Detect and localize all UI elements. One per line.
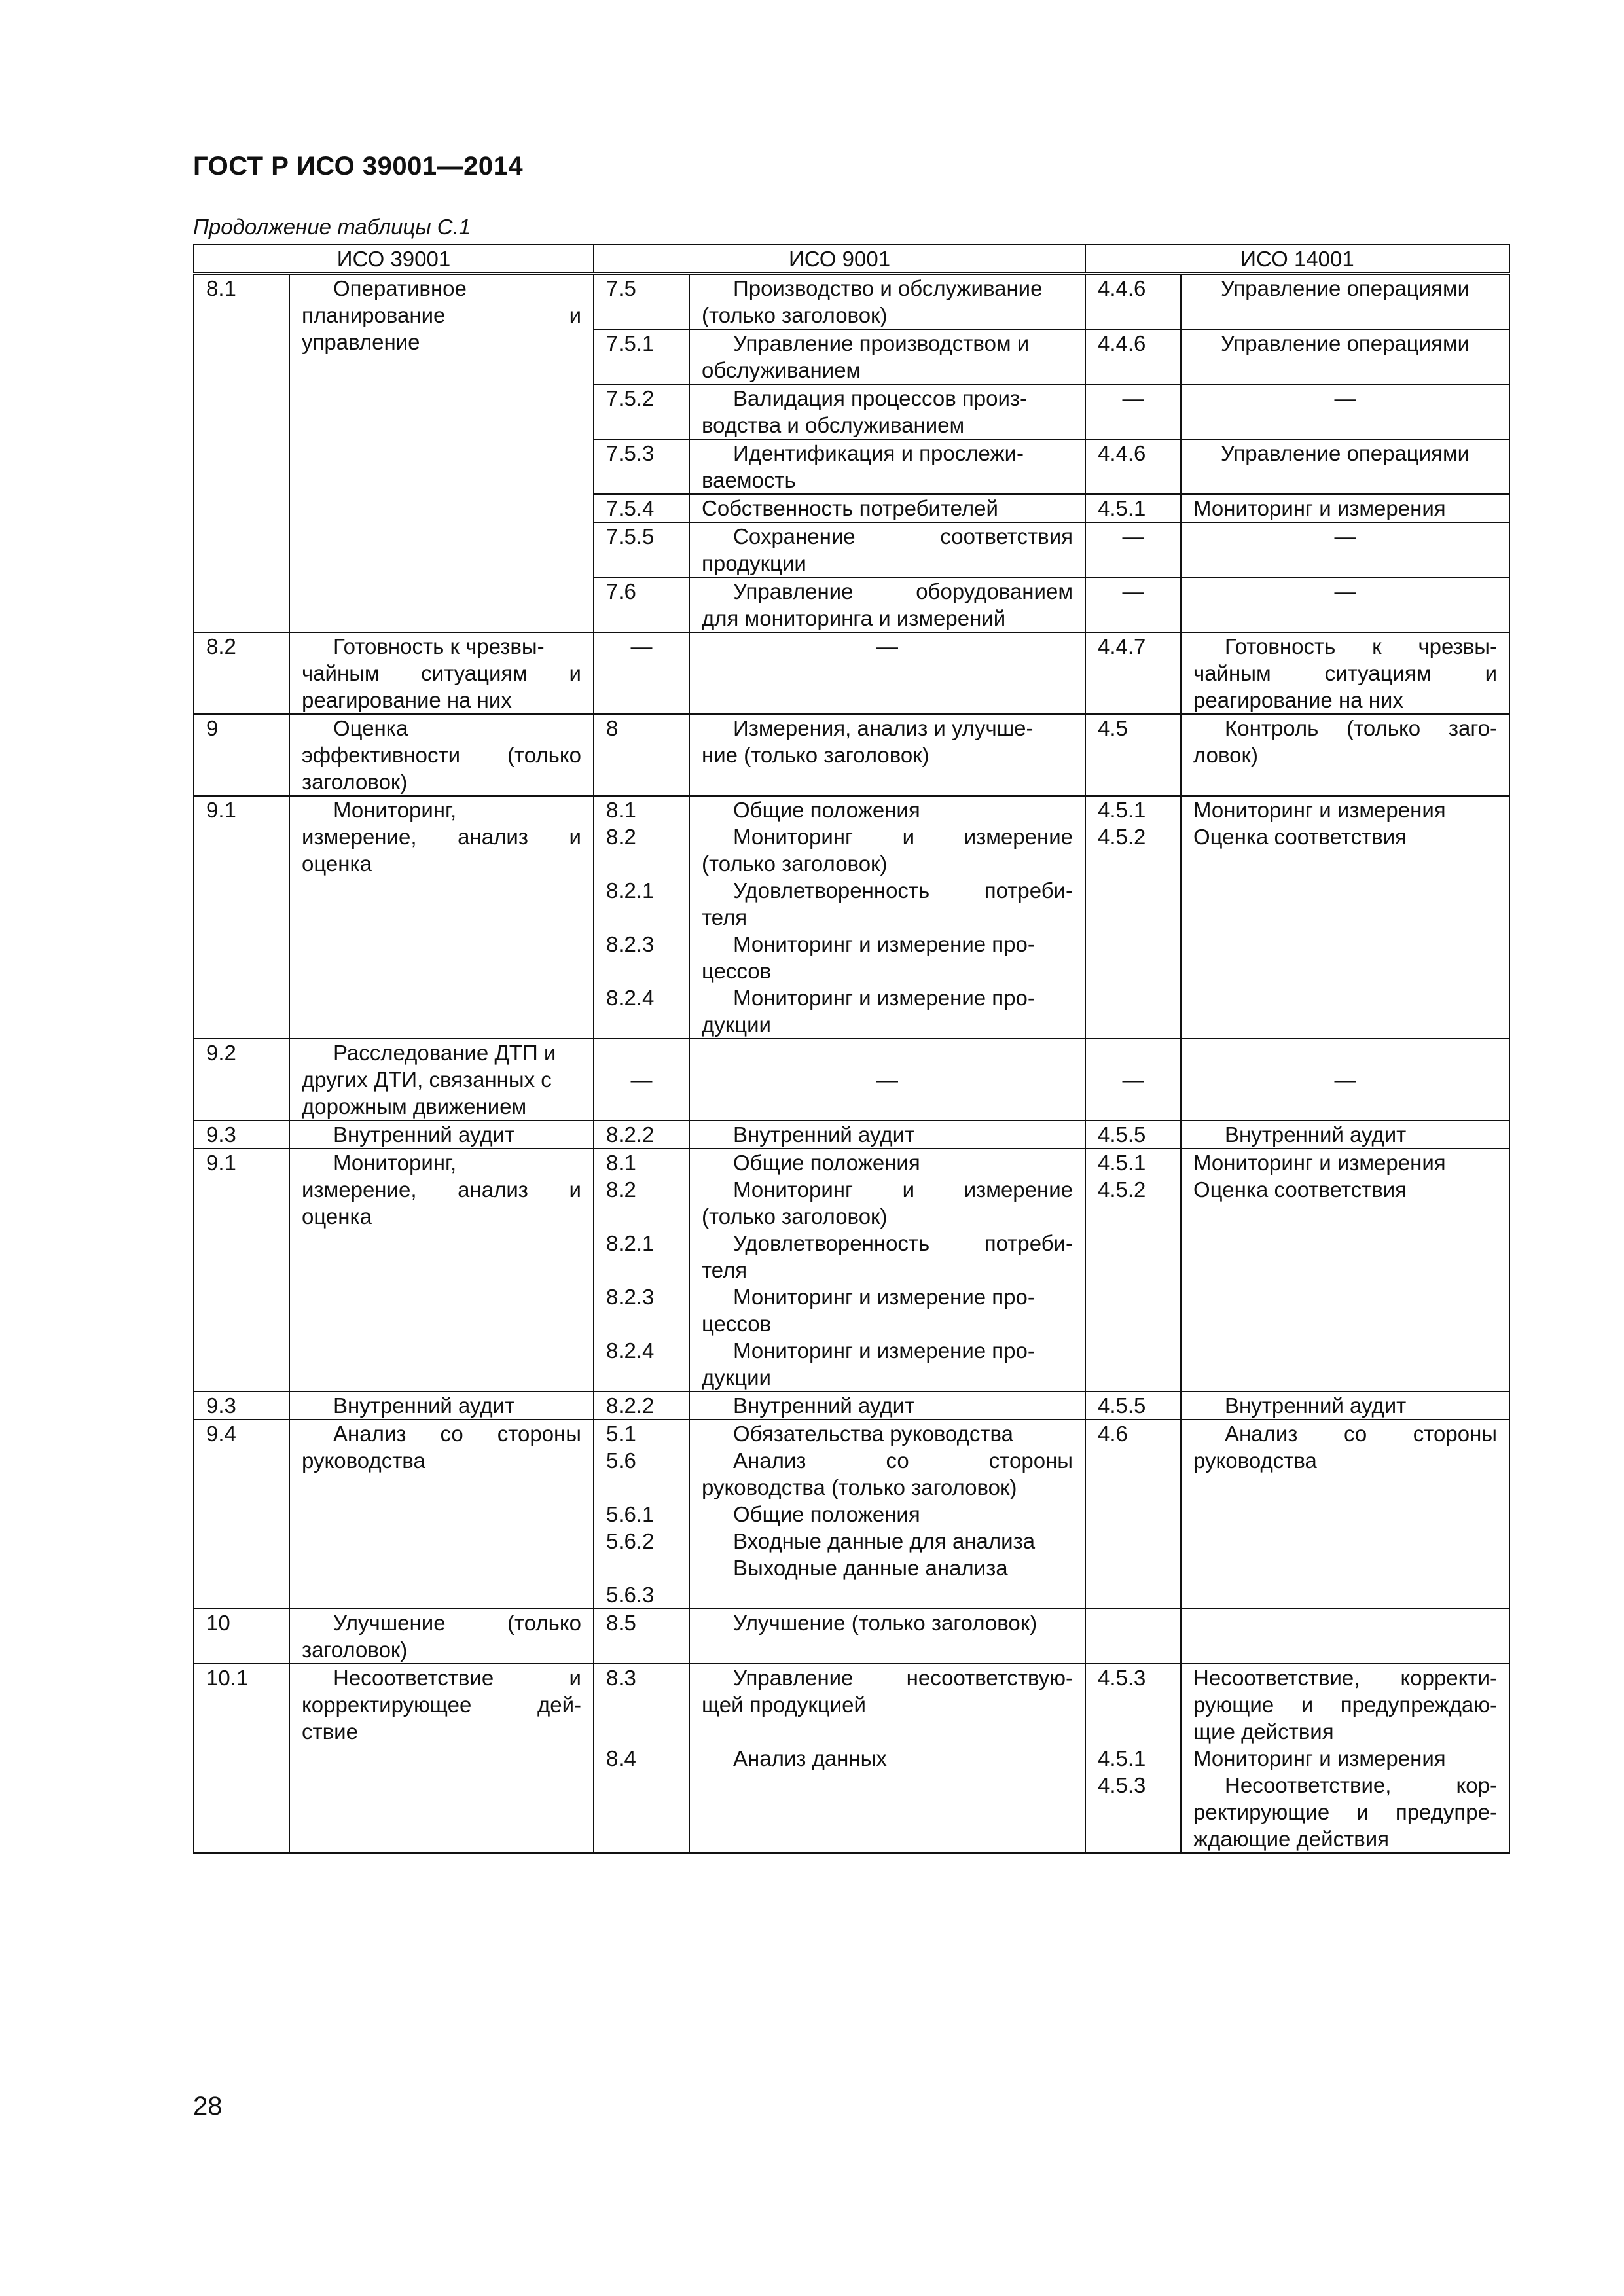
iso9001-num: 7.5 — [594, 274, 689, 329]
iso9001-text: — — [689, 632, 1085, 714]
iso9001-num: — — [594, 632, 689, 714]
iso14001-num — [1085, 1609, 1181, 1664]
iso14001-num: 4.4.6 — [1085, 274, 1181, 329]
iso9001-text: Обязательства руководства Анализ со стороны руководства (только заголовок) Общие положения Входные данные для анализа Выходные данные анализа — [689, 1420, 1085, 1609]
iso14001-num: — — [1085, 1039, 1181, 1121]
iso39001-text: Расследование ДТП и других ДТИ, связанных с дорожным движением — [289, 1039, 594, 1121]
iso9001-text: Измерения, анализ и улучше- ние (только заголовок) — [689, 714, 1085, 796]
table-header-row — [194, 245, 1509, 274]
iso14001-text: Мониторинг и измерения Оценка соответствия — [1181, 1149, 1509, 1391]
iso14001-text: — — [1181, 577, 1509, 632]
table-row — [194, 796, 1509, 1039]
document-title: ГОСТ Р ИСО 39001—2014 — [193, 152, 524, 181]
iso14001-text: Мониторинг и измерения — [1181, 494, 1509, 522]
iso14001-num: 4.4.6 — [1085, 439, 1181, 494]
iso14001-text: Управление операциями — [1181, 329, 1509, 384]
iso9001-text: Управление оборудованием для мониторинга и измерений — [689, 577, 1085, 632]
table-row — [194, 1609, 1509, 1664]
iso14001-text: Управление операциями — [1181, 274, 1509, 329]
iso9001-text: Собственность потребителей — [689, 494, 1085, 522]
iso9001-num: 8.2.2 — [594, 1121, 689, 1149]
iso14001-text: Внутренний аудит — [1181, 1391, 1509, 1420]
header-iso14001: ИСО 14001 — [1085, 245, 1509, 274]
iso9001-text: — — [689, 1039, 1085, 1121]
iso9001-text: Сохранение соответствия продукции — [689, 522, 1085, 577]
iso14001-text: Мониторинг и измерения Оценка соответствия — [1181, 796, 1509, 1039]
iso14001-num: 4.5 — [1085, 714, 1181, 796]
iso39001-text: Оперативное планирование и управление — [289, 274, 594, 632]
table-caption: Продолжение таблицы С.1 — [193, 215, 471, 239]
iso9001-num: 7.5.4 — [594, 494, 689, 522]
table-row — [194, 1391, 1509, 1420]
iso14001-num: 4.5.1 — [1085, 494, 1181, 522]
iso9001-text: Общие положения Мониторинг и измерение (только заголовок) Удовлетворенность потреби- теля Мониторинг и измерение про- цессов Мониторинг и измерение про- дукции — [689, 1149, 1085, 1391]
table-row — [194, 714, 1509, 796]
iso14001-text: — — [1181, 522, 1509, 577]
iso14001-num: 4.5.5 — [1085, 1391, 1181, 1420]
iso39001-text: Внутренний аудит — [289, 1391, 594, 1420]
iso14001-text: Управление операциями — [1181, 439, 1509, 494]
iso14001-num: — — [1085, 522, 1181, 577]
iso14001-text: Внутренний аудит — [1181, 1121, 1509, 1149]
iso39001-text: Мониторинг, измерение, анализ и оценка — [289, 1149, 594, 1391]
iso14001-num: 4.5.1 4.5.2 — [1085, 796, 1181, 1039]
iso14001-text: — — [1181, 384, 1509, 439]
iso9001-text: Улучшение (только заголовок) — [689, 1609, 1085, 1664]
header-iso9001: ИСО 9001 — [594, 245, 1085, 274]
iso39001-num: 8.1 — [194, 274, 289, 632]
iso9001-text: Валидация процессов произ- водства и обслуживанием — [689, 384, 1085, 439]
iso39001-text: Улучшение (только заголовок) — [289, 1609, 594, 1664]
iso14001-num: 4.4.7 — [1085, 632, 1181, 714]
iso14001-num: 4.5.1 4.5.2 — [1085, 1149, 1181, 1391]
iso9001-text: Общие положения Мониторинг и измерение (только заголовок) Удовлетворенность потреби- теля Мониторинг и измерение про- цессов Мониторинг и измерение про- дукции — [689, 796, 1085, 1039]
iso9001-num: 7.5.1 — [594, 329, 689, 384]
iso39001-num: 9.1 — [194, 1149, 289, 1391]
iso9001-text: Внутренний аудит — [689, 1121, 1085, 1149]
iso14001-text: Контроль (только заго- ловок) — [1181, 714, 1509, 796]
table-row — [194, 1149, 1509, 1391]
iso39001-text: Мониторинг, измерение, анализ и оценка — [289, 796, 594, 1039]
iso39001-num: 9.3 — [194, 1391, 289, 1420]
iso9001-text: Управление производством и обслуживанием — [689, 329, 1085, 384]
table-row — [194, 632, 1509, 714]
iso14001-text: Несоответствие, корректи- рующие и предупреждаю- щие действия Мониторинг и измерения Несоответствие, кор- ректирующие и предупре- ждающие действия — [1181, 1664, 1509, 1853]
iso14001-num: 4.5.5 — [1085, 1121, 1181, 1149]
iso9001-num: 8 — [594, 714, 689, 796]
iso9001-num: 8.1 8.2 8.2.1 8.2.3 8.2.4 — [594, 796, 689, 1039]
table-row — [194, 274, 1509, 329]
iso14001-num: 4.4.6 — [1085, 329, 1181, 384]
iso39001-text: Анализ со стороны руководства — [289, 1420, 594, 1609]
table-row — [194, 1039, 1509, 1121]
iso39001-num: 10 — [194, 1609, 289, 1664]
iso9001-num: 7.5.2 — [594, 384, 689, 439]
iso14001-text: — — [1181, 1039, 1509, 1121]
iso39001-num: 9.4 — [194, 1420, 289, 1609]
iso9001-num: 8.1 8.2 8.2.1 8.2.3 8.2.4 — [594, 1149, 689, 1391]
iso9001-text: Внутренний аудит — [689, 1391, 1085, 1420]
iso9001-num: — — [594, 1039, 689, 1121]
iso9001-num: 8.3 8.4 — [594, 1664, 689, 1853]
iso39001-num: 10.1 — [194, 1664, 289, 1853]
iso9001-text: Управление несоответствую- щей продукцией Анализ данных — [689, 1664, 1085, 1853]
iso9001-text: Производство и обслуживание (только заголовок) — [689, 274, 1085, 329]
header-iso39001: ИСО 39001 — [194, 245, 594, 274]
iso14001-num: 4.5.3 4.5.1 4.5.3 — [1085, 1664, 1181, 1853]
table-row — [194, 1121, 1509, 1149]
iso39001-text: Несоответствие и корректирующее дей- ствие — [289, 1664, 594, 1853]
iso9001-num: 7.6 — [594, 577, 689, 632]
iso14001-text: Анализ со стороны руководства — [1181, 1420, 1509, 1609]
iso9001-text: Идентификация и прослежи- ваемость — [689, 439, 1085, 494]
iso14001-num: — — [1085, 384, 1181, 439]
iso9001-num: 8.2.2 — [594, 1391, 689, 1420]
iso14001-num: 4.6 — [1085, 1420, 1181, 1609]
iso39001-num: 9.1 — [194, 796, 289, 1039]
iso39001-num: 9.3 — [194, 1121, 289, 1149]
correspondence-table — [193, 244, 1510, 1854]
iso9001-num: 8.5 — [594, 1609, 689, 1664]
iso14001-text — [1181, 1609, 1509, 1664]
page-number: 28 — [193, 2092, 223, 2121]
iso39001-num: 9.2 — [194, 1039, 289, 1121]
iso39001-num: 9 — [194, 714, 289, 796]
iso9001-num: 7.5.5 — [594, 522, 689, 577]
iso9001-num: 5.1 5.6 5.6.1 5.6.2 5.6.3 — [594, 1420, 689, 1609]
iso39001-text: Оценка эффективности (только заголовок) — [289, 714, 594, 796]
iso39001-text: Внутренний аудит — [289, 1121, 594, 1149]
iso14001-text: Готовность к чрезвы- чайным ситуациям и реагирование на них — [1181, 632, 1509, 714]
iso14001-num: — — [1085, 577, 1181, 632]
iso9001-num: 7.5.3 — [594, 439, 689, 494]
table-row — [194, 1420, 1509, 1609]
iso39001-num: 8.2 — [194, 632, 289, 714]
iso39001-text: Готовность к чрезвы- чайным ситуациям и реагирование на них — [289, 632, 594, 714]
table-row — [194, 1664, 1509, 1853]
